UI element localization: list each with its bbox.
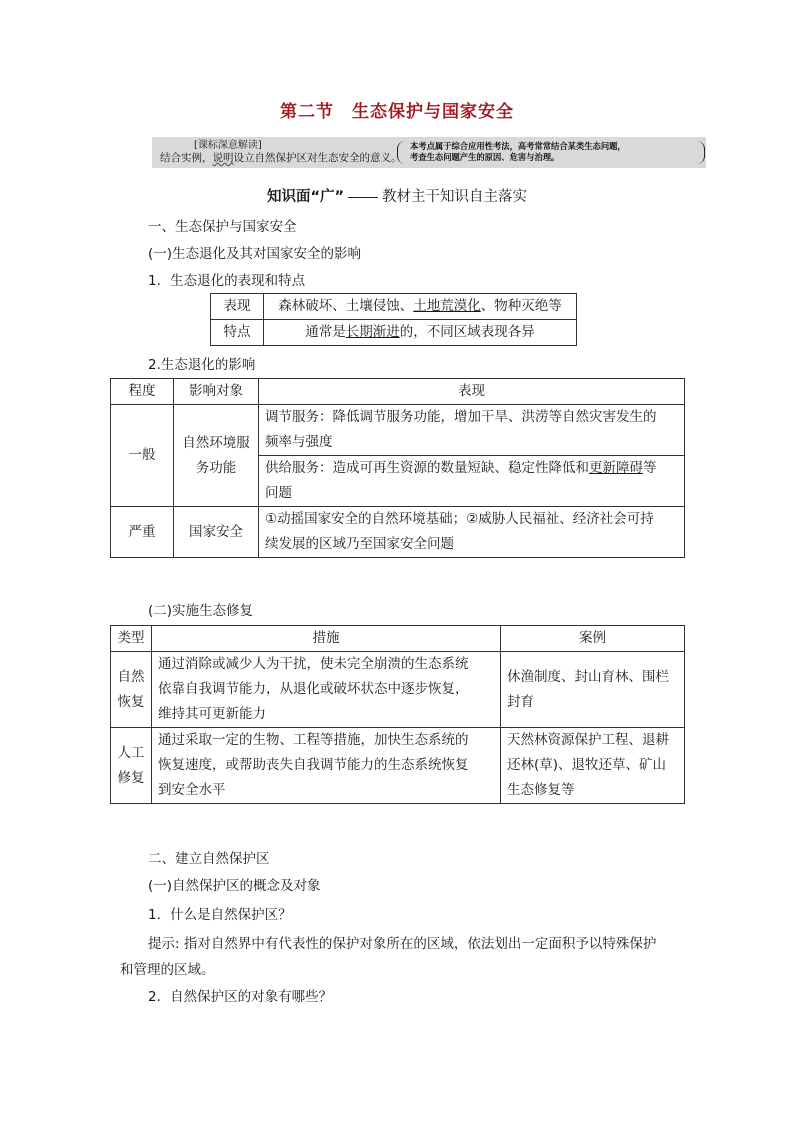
cell-text: 供给服务：造成可再生资源的数量短缺、稳定性降低和	[265, 460, 589, 476]
cell-text: 森林破坏、土壤侵蚀、	[278, 298, 414, 314]
banner-tag: [课标深意解读]	[194, 140, 262, 151]
question-2: 2．自然保护区的对象有哪些？	[148, 989, 333, 1005]
table-cell	[501, 728, 685, 804]
cell-line: 调节服务：降低调节服务功能，增加干旱、洪涝等自然灾害发生的	[265, 409, 657, 425]
banner-requirement	[160, 150, 402, 165]
question-1: 1．什么是自然保护区？	[148, 907, 292, 923]
item-heading-2: 2.生态退化的影响	[148, 357, 256, 373]
table-cell	[259, 405, 685, 456]
subtitle-text: 教材主干知识自主落实	[382, 189, 528, 205]
table-header: 影响对象	[174, 379, 259, 405]
cell-line	[265, 456, 678, 481]
cell-text: 等	[643, 460, 657, 476]
table-row	[111, 728, 685, 804]
cell-line: 封育	[507, 693, 534, 710]
table-cell: 特点	[211, 320, 264, 346]
note-line: 考查生态问题产生的原因、危害与治理。	[410, 152, 560, 162]
banner-emphasis: 说明	[212, 152, 234, 164]
table-cell	[264, 294, 577, 320]
cell-line: 依靠自我调节能力，从退化或破坏状态中逐步恢复，	[158, 681, 469, 697]
cell-emphasis: 更新障碍	[589, 460, 643, 476]
table-header: 表现	[259, 379, 685, 405]
banner-text: 结合实例，	[160, 152, 213, 164]
table-row	[111, 652, 685, 728]
cell-line: 维持其可更新能力	[158, 706, 266, 722]
heading-subsection-1: (一)生态退化及其对国家安全的影响	[148, 246, 362, 262]
answer-1-line2: 和管理的区域。	[120, 962, 215, 978]
table-cell	[174, 405, 259, 507]
section-number: 第二节	[280, 102, 334, 122]
answer-1-line1: 提示: 指对自然界中有代表性的保护对象所在的区域，依法划出一定面积予以特殊保护	[148, 936, 657, 952]
cell-line: 自然环境服	[182, 434, 250, 451]
table-header: 案例	[501, 626, 685, 652]
cell-line: 频率与强度	[265, 434, 333, 450]
cell-line: 恢复速度，或帮助丧失自我调节能力的生态系统恢复	[158, 757, 469, 773]
heading-section-2: 二、建立自然保护区	[148, 851, 270, 867]
cell-line: ①动摇国家安全的自然环境基础；②威胁人民福祉、经济社会可持	[265, 511, 654, 527]
page-title	[0, 97, 794, 122]
table-row	[111, 379, 685, 405]
table-restoration	[110, 625, 685, 804]
cell-line: 还林(草)、退牧还草、矿山	[507, 757, 667, 773]
table-cell	[152, 652, 501, 728]
cell-emphasis: 长期渐进	[345, 324, 400, 340]
cell-line: 生态修复等	[507, 782, 575, 798]
cell-text: 的，不同区域表现各异	[399, 324, 535, 340]
table-cell: 一般	[111, 405, 174, 507]
subtitle	[0, 185, 794, 206]
cell-line: 自然	[117, 668, 145, 685]
table-header: 程度	[111, 379, 174, 405]
table-header: 类型	[111, 626, 152, 652]
table-cell	[264, 320, 577, 346]
curriculum-banner	[152, 137, 706, 168]
cell-text: 通常是	[305, 324, 346, 340]
cell-line: 人工	[117, 744, 145, 761]
cell-line: 通过采取一定的生物、工程等措施，加快生态系统的	[158, 732, 469, 748]
heading-subsection-2: (二)实施生态修复	[148, 603, 254, 619]
table-cell	[259, 456, 685, 507]
cell-line: 通过消除或减少人为干扰，使未完全崩溃的生态系统	[158, 656, 469, 672]
table-cell	[259, 507, 685, 558]
banner-text: 设立自然保护区对生态安全的意义。	[233, 152, 402, 164]
table-row	[211, 294, 577, 320]
cell-line: 天然林资源保护工程、退耕	[507, 732, 669, 748]
table-cell: 严重	[111, 507, 174, 558]
cell-line: 修复	[117, 769, 145, 786]
table-header: 措施	[152, 626, 501, 652]
dash-divider	[348, 197, 378, 198]
table-cell	[152, 728, 501, 804]
cell-line: 续发展的区域乃至国家安全问题	[265, 536, 454, 552]
cell-line: 务功能	[195, 459, 237, 476]
table-cell: 表现	[211, 294, 264, 320]
heading-subsection-3: (一)自然保护区的概念及对象	[148, 878, 321, 894]
table-cell	[111, 728, 152, 804]
cell-line: 恢复	[117, 693, 145, 710]
table-cell	[501, 652, 685, 728]
table-features	[210, 293, 577, 346]
note-line: 本考点属于综合应用性考法，高考常常结合某类生态问题，	[410, 141, 626, 151]
cell-text: 、物种灭绝等	[480, 298, 562, 314]
subtitle-bold: 知识面“广”	[266, 189, 345, 205]
table-row	[111, 507, 685, 558]
table-impact	[110, 378, 685, 558]
cell-emphasis: 土地荒漠化	[413, 298, 481, 314]
table-cell	[111, 652, 152, 728]
table-row	[111, 626, 685, 652]
cell-line: 休渔制度、封山育林、围栏	[507, 668, 669, 685]
table-row	[211, 320, 577, 346]
table-cell: 国家安全	[174, 507, 259, 558]
cell-line: 到安全水平	[158, 782, 226, 798]
heading-section-1: 一、生态保护与国家安全	[148, 219, 297, 235]
item-heading-1: 1．生态退化的表现和特点	[148, 273, 306, 289]
section-title: 生态保护与国家安全	[352, 102, 514, 122]
cell-line: 问题	[265, 485, 292, 501]
table-row	[111, 405, 685, 456]
banner-note	[397, 141, 705, 164]
